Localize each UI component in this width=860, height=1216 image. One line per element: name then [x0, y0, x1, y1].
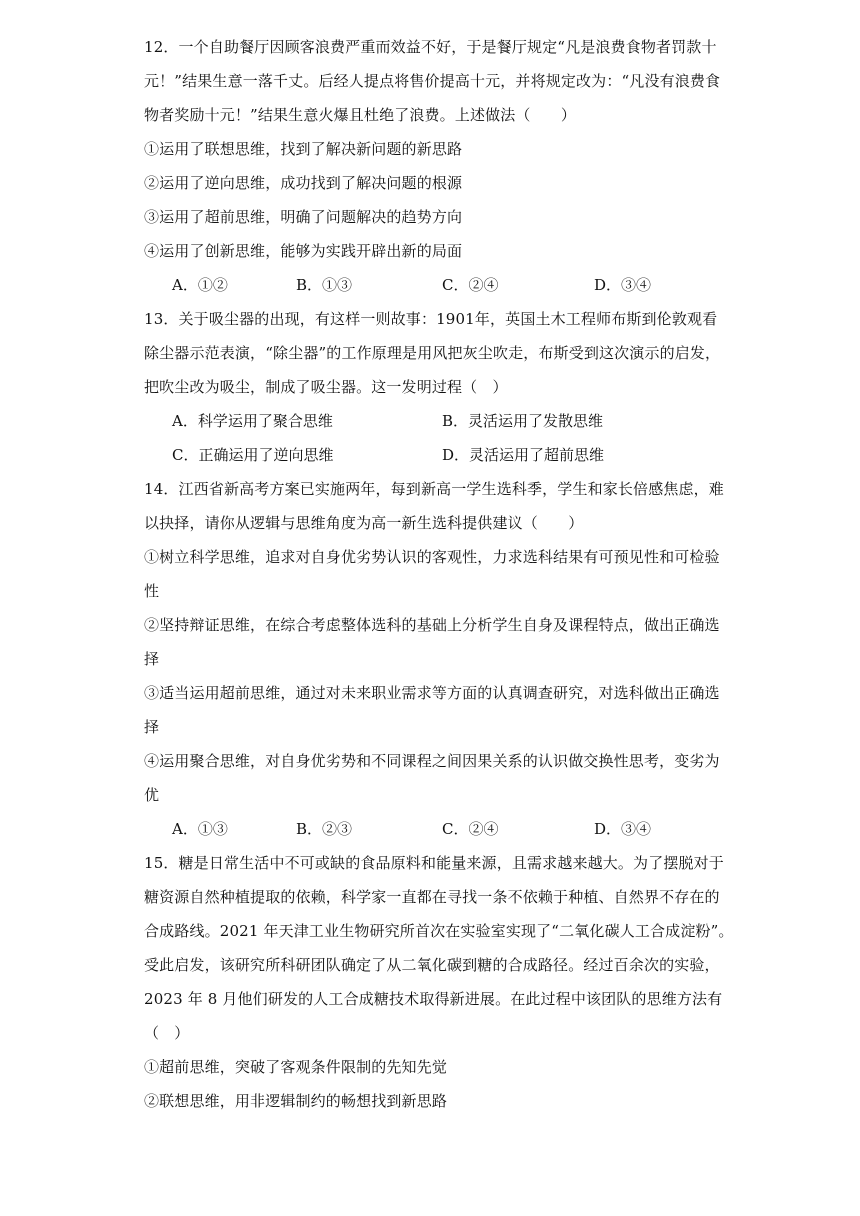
- option-a: A．①③: [172, 820, 228, 838]
- option-a: A．科学运用了聚合思维: [172, 412, 333, 430]
- option-b: B．灵活运用了发散思维: [442, 412, 604, 430]
- option-c: C．②④: [442, 820, 499, 838]
- statement-3: ③运用了超前思维，明确了问题解决的趋势方向: [144, 208, 463, 226]
- question-text-line: 15．糖是日常生活中不可或缺的食品原料和能量来源，且需求越来越大。为了摆脱对于: [144, 854, 724, 872]
- question-12: [144, 30, 721, 302]
- question-text-line: 除尘器示范表演，“除尘器”的工作原理是用风把灰尘吹走，布斯受到这次演示的启发，: [144, 344, 721, 362]
- statement-2-cont: 择: [144, 650, 160, 668]
- question-text-line: 13．关于吸尘器的出现，有这样一则故事：1901年，英国土木工程师布斯到伦敦观看: [144, 310, 718, 328]
- option-d: D．③④: [594, 276, 652, 294]
- option-d: D．灵活运用了超前思维: [442, 446, 605, 464]
- statement-2: ②运用了逆向思维，成功找到了解决问题的根源: [144, 174, 463, 192]
- answer-options: [144, 268, 718, 302]
- question-text-line: 2023 年 8 月他们研发的人工合成糖技术取得新进展。在此过程中该团队的思维方法有: [144, 990, 723, 1008]
- question-text-line: 糖资源自然种植提取的依赖，科学家一直都在寻找一条不依赖于种植、自然界不存在的: [144, 888, 720, 906]
- answer-options: [144, 812, 718, 846]
- statement-2: ②联想思维，用非逻辑制约的畅想找到新思路: [144, 1092, 448, 1110]
- option-b: B．②③: [296, 820, 353, 838]
- statement-4: ④运用了创新思维，能够为实践开辟出新的局面: [144, 242, 463, 260]
- option-c: C．②④: [442, 276, 499, 294]
- option-c: C．正确运用了逆向思维: [172, 446, 334, 464]
- option-a: A．①②: [172, 276, 228, 294]
- question-14: [144, 472, 724, 846]
- statement-1: ①运用了联想思维，找到了解决新问题的新思路: [144, 140, 463, 158]
- question-13: [144, 302, 721, 472]
- statement-3-cont: 择: [144, 718, 160, 736]
- answer-options: [144, 404, 718, 438]
- question-text-line: 12．一个自助餐厅因顾客浪费严重而效益不好，于是餐厅规定“凡是浪费食物者罚款十: [144, 38, 717, 56]
- statement-4: ④运用聚合思维，对自身优劣势和不同课程之间因果关系的认识做交换性思考，变劣为: [144, 752, 720, 770]
- question-15: [144, 846, 734, 1118]
- question-text-line: 元！”结果生意一落千丈。后经人提点将售价提高十元，并将规定改为：“凡没有浪费食: [144, 72, 721, 90]
- question-text-line: 合成路线。2021 年天津工业生物研究所首次在实验室实现了“二氧化碳人工合成淀粉”。: [144, 922, 734, 940]
- answer-options: [144, 438, 718, 472]
- answer-blank: （ ）: [144, 1024, 190, 1042]
- statement-1: ①超前思维，突破了客观条件限制的先知先觉: [144, 1058, 448, 1076]
- option-b: B．①③: [296, 276, 353, 294]
- option-d: D．③④: [594, 820, 652, 838]
- statement-1: ①树立科学思维，追求对自身优劣势认识的客观性，力求选科结果有可预见性和可检验: [144, 548, 720, 566]
- statement-1-cont: 性: [144, 582, 160, 600]
- question-text-line: 物者奖励十元！”结果生意火爆且杜绝了浪费。上述做法（ ）: [144, 106, 577, 124]
- question-text-line: 受此启发，该研究所科研团队确定了从二氧化碳到糖的合成路径。经过百余次的实验，: [144, 956, 720, 974]
- question-text-line: 把吹尘改为吸尘，制成了吸尘器。这一发明过程（ ）: [144, 378, 508, 396]
- statement-3: ③适当运用超前思维，通过对未来职业需求等方面的认真调查研究，对选科做出正确选: [144, 684, 720, 702]
- question-text-line: 以抉择，请你从逻辑与思维角度为高一新生选科提供建议（ ）: [144, 514, 584, 532]
- question-text-line: 14．江西省新高考方案已实施两年，每到新高一学生选科季，学生和家长倍感焦虑，难: [144, 480, 724, 498]
- statement-4-cont: 优: [144, 786, 160, 804]
- statement-2: ②坚持辩证思维，在综合考虑整体选科的基础上分析学生自身及课程特点，做出正确选: [144, 616, 720, 634]
- exam-page: [144, 30, 734, 1118]
